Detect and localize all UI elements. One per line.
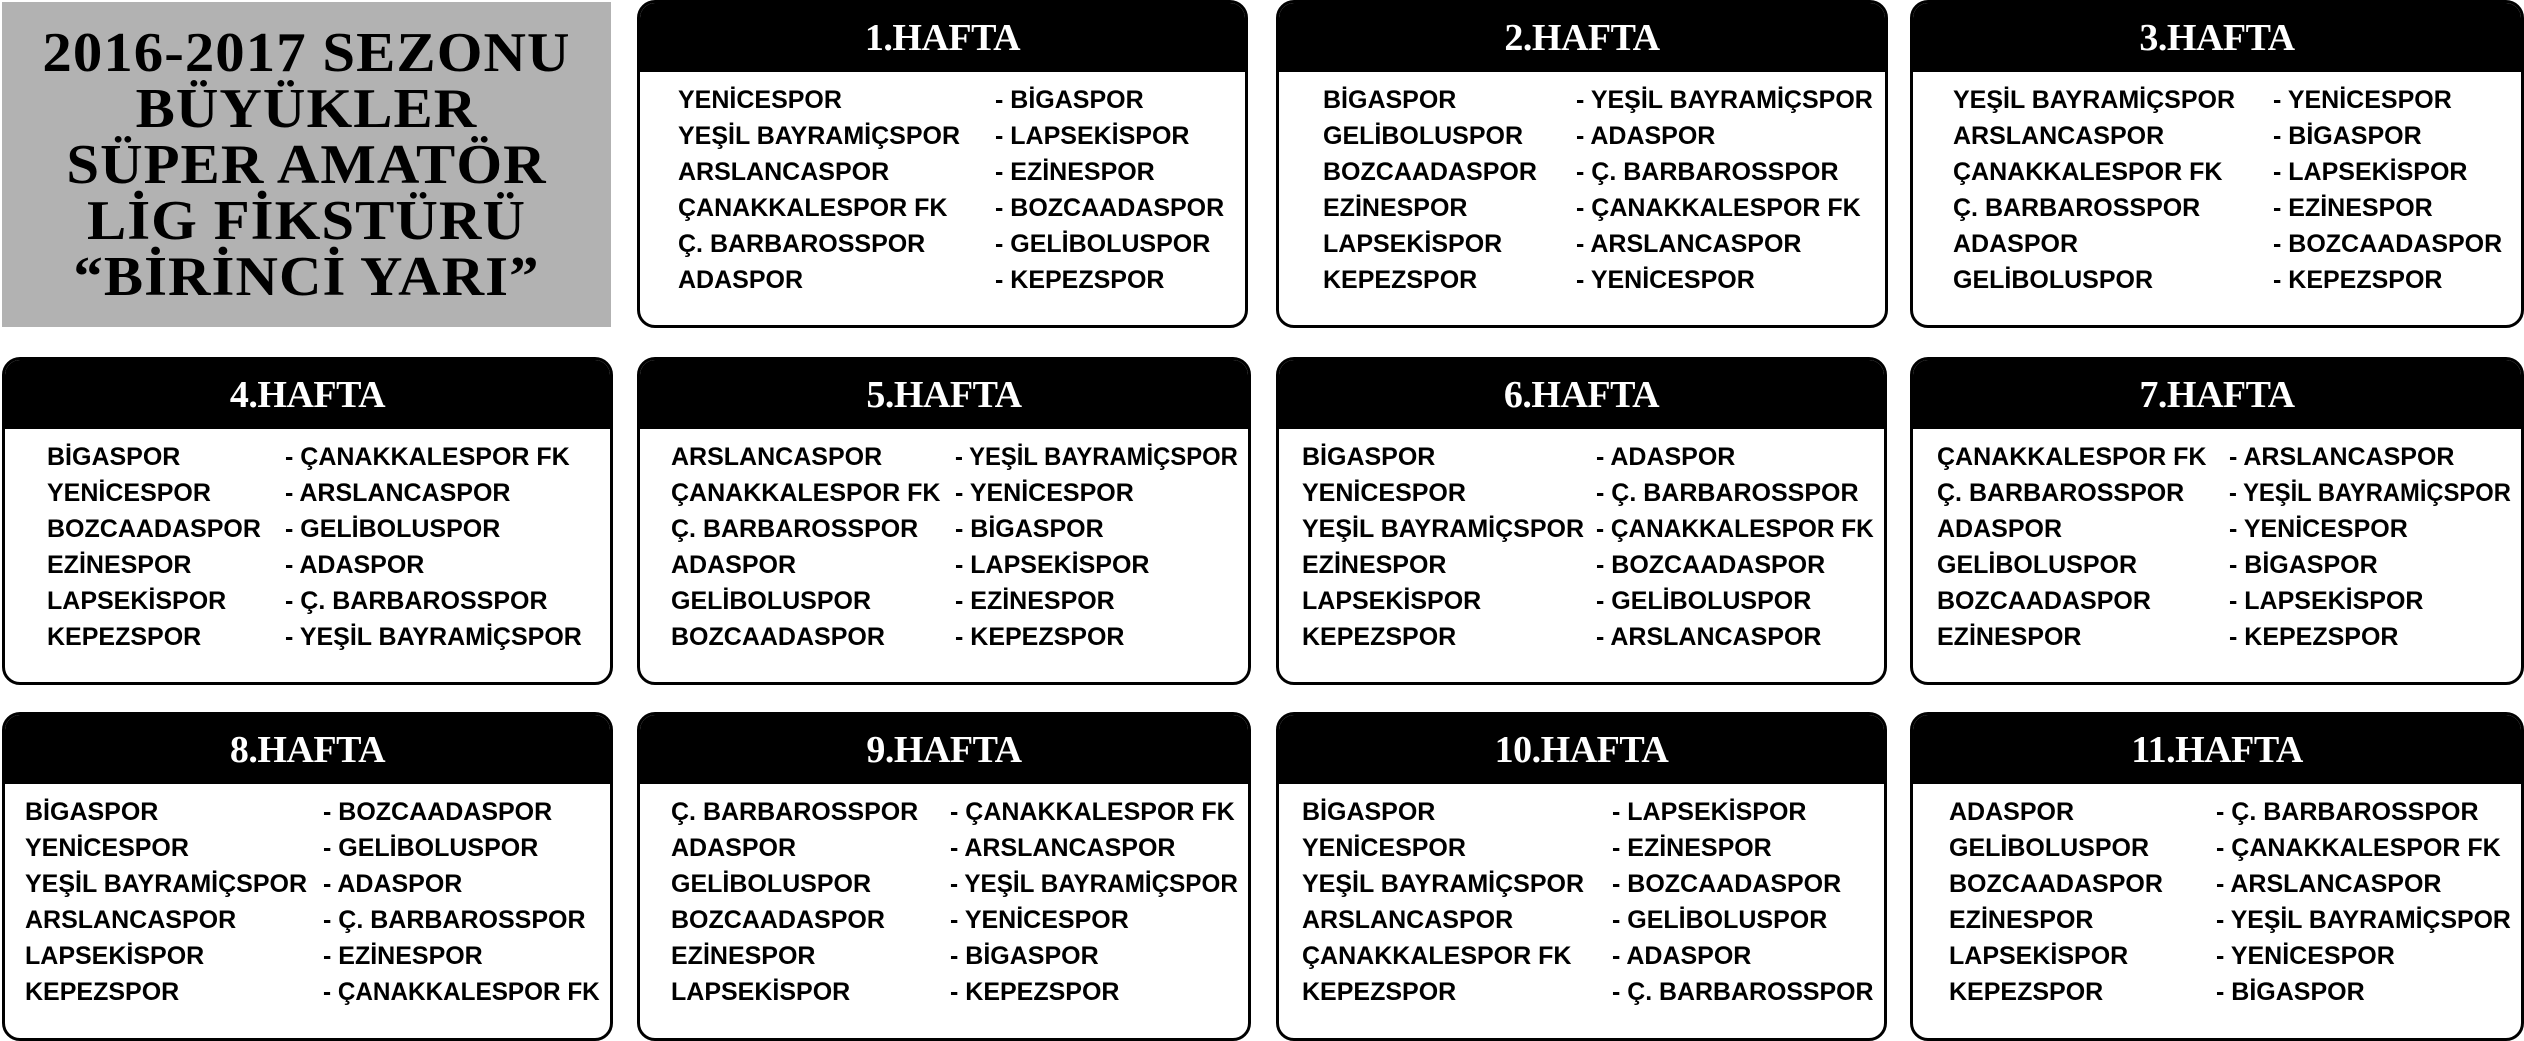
match-row: [1913, 158, 2521, 194]
away-team: - EZİNESPOR: [2273, 194, 2433, 222]
match-list: [1913, 86, 2521, 302]
home-team: LAPSEKİSPOR: [1323, 230, 1503, 258]
home-team: EZİNESPOR: [47, 551, 192, 579]
away-team: - ARSLANCASPOR: [1576, 230, 1802, 258]
away-team: - Ç. BARBAROSSPOR: [1576, 158, 1839, 186]
match-row: [1913, 834, 2521, 870]
match-row: [1279, 86, 1885, 122]
match-row: [640, 86, 1245, 122]
week-header: 6.HAFTA: [1279, 360, 1884, 429]
home-team: BİGASPOR: [25, 798, 159, 826]
week-box: [637, 0, 1248, 328]
home-team: ÇANAKKALESPOR FK: [671, 479, 941, 507]
away-team: - Ç. BARBAROSSPOR: [1596, 479, 1859, 507]
match-list: [5, 798, 610, 1014]
away-team: - LAPSEKİSPOR: [995, 122, 1190, 150]
away-team: - BİGASPOR: [995, 86, 1144, 114]
home-team: ARSLANCASPOR: [25, 906, 237, 934]
week-box: [637, 357, 1251, 685]
match-row: [640, 479, 1248, 515]
match-row: [5, 587, 610, 623]
match-row: [1913, 515, 2521, 551]
away-team: - ÇANAKKALESPOR FK: [285, 443, 570, 471]
week-box: [1910, 0, 2524, 328]
home-team: YEŞİL BAYRAMİÇSPOR: [25, 870, 308, 898]
match-row: [1279, 122, 1885, 158]
away-team: - GELİBOLUSPOR: [285, 515, 501, 543]
away-team: - BOZCAADASPOR: [1596, 551, 1826, 579]
match-list: [5, 443, 610, 659]
match-row: [1913, 86, 2521, 122]
week-box: [1910, 357, 2524, 685]
away-team: - ÇANAKKALESPOR FK: [2216, 834, 2501, 862]
match-row: [640, 230, 1245, 266]
title-line: 2016-2017 SEZONU: [42, 21, 571, 84]
match-row: [1913, 623, 2521, 659]
home-team: ÇANAKKALESPOR FK: [678, 194, 948, 222]
home-team: YENİCESPOR: [25, 834, 189, 862]
week-header: 11.HAFTA: [1913, 715, 2521, 784]
away-team: - Ç. BARBAROSSPOR: [1612, 978, 1874, 1006]
away-team: - ARSLANCASPOR: [2229, 443, 2455, 471]
home-team: LAPSEKİSPOR: [1302, 587, 1482, 615]
match-row: [1913, 194, 2521, 230]
away-team: - Ç. BARBAROSSPOR: [285, 587, 548, 615]
home-team: ADASPOR: [1949, 798, 2075, 826]
home-team: ADASPOR: [1937, 515, 2063, 543]
home-team: BOZCAADASPOR: [671, 623, 885, 651]
away-team: - ÇANAKKALESPOR FK: [1576, 194, 1861, 222]
away-team: - KEPEZSPOR: [955, 623, 1125, 651]
home-team: ADASPOR: [678, 266, 804, 294]
match-row: [1913, 978, 2521, 1014]
match-row: [5, 870, 610, 906]
away-team: - ÇANAKKALESPOR FK: [323, 978, 600, 1006]
away-team: - Ç. BARBAROSSPOR: [2216, 798, 2479, 826]
week-box: [2, 712, 613, 1041]
match-row: [5, 623, 610, 659]
home-team: Ç. BARBAROSSPOR: [671, 798, 919, 826]
match-row: [1279, 266, 1885, 302]
away-team: - Ç. BARBAROSSPOR: [323, 906, 586, 934]
away-team: - EZİNESPOR: [323, 942, 483, 970]
away-team: - ARSLANCASPOR: [2216, 870, 2442, 898]
match-row: [640, 587, 1248, 623]
away-team: - BİGASPOR: [955, 515, 1104, 543]
week-header: 9.HAFTA: [640, 715, 1248, 784]
home-team: GELİBOLUSPOR: [1953, 266, 2154, 294]
match-row: [1279, 906, 1884, 942]
match-row: [1913, 551, 2521, 587]
away-team: - BİGASPOR: [2216, 978, 2365, 1006]
match-row: [1279, 443, 1884, 479]
home-team: YENİCESPOR: [678, 86, 842, 114]
home-team: LAPSEKİSPOR: [47, 587, 227, 615]
home-team: GELİBOLUSPOR: [1937, 551, 2138, 579]
match-row: [640, 798, 1248, 834]
away-team: - LAPSEKİSPOR: [2273, 158, 2468, 186]
match-row: [640, 834, 1248, 870]
home-team: EZİNESPOR: [1323, 194, 1468, 222]
home-team: Ç. BARBAROSSPOR: [678, 230, 926, 258]
match-row: [1913, 942, 2521, 978]
match-row: [640, 623, 1248, 659]
home-team: Ç. BARBAROSSPOR: [671, 515, 919, 543]
away-team: - LAPSEKİSPOR: [955, 551, 1150, 579]
home-team: KEPEZSPOR: [25, 978, 180, 1006]
match-row: [1913, 122, 2521, 158]
home-team: ÇANAKKALESPOR FK: [1953, 158, 2223, 186]
home-team: EZİNESPOR: [1302, 551, 1447, 579]
match-row: [1279, 158, 1885, 194]
away-team: - BOZCAADASPOR: [2273, 230, 2503, 258]
home-team: YENİCESPOR: [1302, 834, 1466, 862]
away-team: - ARSLANCASPOR: [1596, 623, 1822, 651]
home-team: BİGASPOR: [1302, 798, 1436, 826]
home-team: BOZCAADASPOR: [1937, 587, 2151, 615]
week-box: [1276, 357, 1887, 685]
away-team: - YENİCESPOR: [1576, 266, 1755, 294]
match-list: [640, 443, 1248, 659]
match-row: [5, 798, 610, 834]
match-row: [640, 122, 1245, 158]
match-row: [1913, 906, 2521, 942]
match-row: [640, 906, 1248, 942]
home-team: YEŞİL BAYRAMİÇSPOR: [678, 122, 961, 150]
away-team: - YENİCESPOR: [950, 906, 1129, 934]
away-team: - GELİBOLUSPOR: [995, 230, 1211, 258]
match-row: [640, 978, 1248, 1014]
match-row: [1279, 942, 1884, 978]
title-line: SÜPER AMATÖR: [66, 133, 547, 196]
away-team: - YEŞİL BAYRAMİÇSPOR: [2216, 906, 2511, 934]
match-row: [5, 834, 610, 870]
match-row: [5, 978, 610, 1014]
match-row: [640, 158, 1245, 194]
home-team: BİGASPOR: [1323, 86, 1457, 114]
match-list: [640, 86, 1245, 302]
title-line: LİG FİKSTÜRÜ: [87, 189, 526, 252]
away-team: - YEŞİL BAYRAMİÇSPOR: [955, 443, 1238, 471]
home-team: LAPSEKİSPOR: [671, 978, 851, 1006]
week-header: 3.HAFTA: [1913, 3, 2521, 72]
match-row: [1279, 623, 1884, 659]
away-team: - LAPSEKİSPOR: [2229, 587, 2424, 615]
home-team: BOZCAADASPOR: [671, 906, 885, 934]
week-box: [1276, 712, 1887, 1041]
match-row: [5, 515, 610, 551]
match-row: [1279, 479, 1884, 515]
away-team: - GELİBOLUSPOR: [323, 834, 539, 862]
home-team: YEŞİL BAYRAMİÇSPOR: [1302, 870, 1585, 898]
title-line: “BİRİNCİ YARI”: [73, 245, 540, 308]
away-team: - YEŞİL BAYRAMİÇSPOR: [950, 870, 1238, 898]
match-row: [640, 551, 1248, 587]
match-row: [5, 906, 610, 942]
away-team: - ADASPOR: [1576, 122, 1716, 150]
away-team: - KEPEZSPOR: [2273, 266, 2443, 294]
home-team: ADASPOR: [671, 834, 797, 862]
match-row: [5, 479, 610, 515]
home-team: EZİNESPOR: [671, 942, 816, 970]
home-team: ADASPOR: [1953, 230, 2079, 258]
home-team: GELİBOLUSPOR: [1323, 122, 1524, 150]
match-row: [1279, 870, 1884, 906]
home-team: ARSLANCASPOR: [671, 443, 883, 471]
home-team: Ç. BARBAROSSPOR: [1953, 194, 2201, 222]
away-team: - YENİCESPOR: [955, 479, 1134, 507]
week-box: [637, 712, 1251, 1041]
away-team: - ÇANAKKALESPOR FK: [1596, 515, 1874, 543]
home-team: GELİBOLUSPOR: [671, 870, 872, 898]
away-team: - YEŞİL BAYRAMİÇSPOR: [1576, 86, 1873, 114]
away-team: - ADASPOR: [285, 551, 425, 579]
home-team: BOZCAADASPOR: [1323, 158, 1537, 186]
away-team: - YENİCESPOR: [2229, 515, 2408, 543]
away-team: - YENİCESPOR: [2216, 942, 2395, 970]
away-team: - ADASPOR: [1612, 942, 1752, 970]
match-list: [1913, 443, 2521, 659]
away-team: - ADASPOR: [323, 870, 463, 898]
away-team: - BOZCAADASPOR: [1612, 870, 1842, 898]
home-team: BİGASPOR: [1302, 443, 1436, 471]
match-row: [1913, 266, 2521, 302]
match-row: [1279, 834, 1884, 870]
home-team: EZİNESPOR: [1949, 906, 2094, 934]
match-row: [1279, 194, 1885, 230]
home-team: BİGASPOR: [47, 443, 181, 471]
home-team: LAPSEKİSPOR: [25, 942, 205, 970]
away-team: - EZİNESPOR: [995, 158, 1155, 186]
week-header: 4.HAFTA: [5, 360, 610, 429]
match-list: [1279, 443, 1884, 659]
home-team: KEPEZSPOR: [1949, 978, 2104, 1006]
away-team: - KEPEZSPOR: [950, 978, 1120, 1006]
away-team: - BİGASPOR: [950, 942, 1099, 970]
home-team: ÇANAKKALESPOR FK: [1302, 942, 1572, 970]
away-team: - ARSLANCASPOR: [285, 479, 511, 507]
week-box: [1910, 712, 2524, 1041]
match-row: [1913, 479, 2521, 515]
week-box: [1276, 0, 1888, 328]
away-team: - YENİCESPOR: [2273, 86, 2452, 114]
match-row: [640, 942, 1248, 978]
away-team: - BOZCAADASPOR: [323, 798, 553, 826]
away-team: - YEŞİL BAYRAMİÇSPOR: [2229, 479, 2511, 507]
match-row: [640, 870, 1248, 906]
match-row: [640, 194, 1245, 230]
home-team: ARSLANCASPOR: [1302, 906, 1514, 934]
away-team: - GELİBOLUSPOR: [1612, 906, 1828, 934]
away-team: - ARSLANCASPOR: [950, 834, 1176, 862]
fixture-title-box: [2, 2, 611, 327]
home-team: GELİBOLUSPOR: [1949, 834, 2150, 862]
match-row: [1913, 587, 2521, 623]
away-team: - YEŞİL BAYRAMİÇSPOR: [285, 623, 582, 651]
away-team: - LAPSEKİSPOR: [1612, 798, 1807, 826]
match-row: [1279, 587, 1884, 623]
match-row: [1913, 443, 2521, 479]
week-header: 1.HAFTA: [640, 3, 1245, 72]
week-header: 5.HAFTA: [640, 360, 1248, 429]
match-row: [640, 266, 1245, 302]
away-team: - BİGASPOR: [2273, 122, 2422, 150]
home-team: EZİNESPOR: [1937, 623, 2082, 651]
match-row: [5, 942, 610, 978]
away-team: - GELİBOLUSPOR: [1596, 587, 1812, 615]
match-row: [1913, 230, 2521, 266]
home-team: LAPSEKİSPOR: [1949, 942, 2129, 970]
away-team: - ÇANAKKALESPOR FK: [950, 798, 1235, 826]
match-row: [1279, 798, 1884, 834]
week-header: 8.HAFTA: [5, 715, 610, 784]
away-team: - KEPEZSPOR: [2229, 623, 2399, 651]
week-box: [2, 357, 613, 685]
match-row: [640, 443, 1248, 479]
match-row: [1913, 870, 2521, 906]
week-header: 2.HAFTA: [1279, 3, 1885, 72]
match-list: [1279, 86, 1885, 302]
match-row: [1279, 230, 1885, 266]
match-list: [1279, 798, 1884, 1014]
home-team: KEPEZSPOR: [1323, 266, 1478, 294]
home-team: KEPEZSPOR: [1302, 978, 1457, 1006]
away-team: - KEPEZSPOR: [995, 266, 1165, 294]
home-team: YEŞİL BAYRAMİÇSPOR: [1953, 86, 2236, 114]
away-team: - BOZCAADASPOR: [995, 194, 1225, 222]
away-team: - ADASPOR: [1596, 443, 1736, 471]
match-row: [1279, 978, 1884, 1014]
home-team: KEPEZSPOR: [47, 623, 202, 651]
home-team: ARSLANCASPOR: [1953, 122, 2165, 150]
match-row: [640, 515, 1248, 551]
away-team: - BİGASPOR: [2229, 551, 2378, 579]
home-team: ADASPOR: [671, 551, 797, 579]
home-team: YENİCESPOR: [1302, 479, 1466, 507]
home-team: BOZCAADASPOR: [1949, 870, 2163, 898]
week-header: 10.HAFTA: [1279, 715, 1884, 784]
away-team: - EZİNESPOR: [955, 587, 1115, 615]
away-team: - EZİNESPOR: [1612, 834, 1772, 862]
match-row: [5, 443, 610, 479]
home-team: ARSLANCASPOR: [678, 158, 890, 186]
match-row: [1913, 798, 2521, 834]
week-header: 7.HAFTA: [1913, 360, 2521, 429]
home-team: BOZCAADASPOR: [47, 515, 261, 543]
match-row: [5, 551, 610, 587]
match-row: [1279, 551, 1884, 587]
home-team: YEŞİL BAYRAMİÇSPOR: [1302, 515, 1585, 543]
home-team: Ç. BARBAROSSPOR: [1937, 479, 2185, 507]
match-row: [1279, 515, 1884, 551]
title-line: BÜYÜKLER: [135, 77, 478, 140]
home-team: KEPEZSPOR: [1302, 623, 1457, 651]
home-team: GELİBOLUSPOR: [671, 587, 872, 615]
home-team: YENİCESPOR: [47, 479, 211, 507]
fixture-title: [42, 21, 571, 308]
home-team: ÇANAKKALESPOR FK: [1937, 443, 2207, 471]
match-list: [640, 798, 1248, 1014]
match-list: [1913, 798, 2521, 1014]
